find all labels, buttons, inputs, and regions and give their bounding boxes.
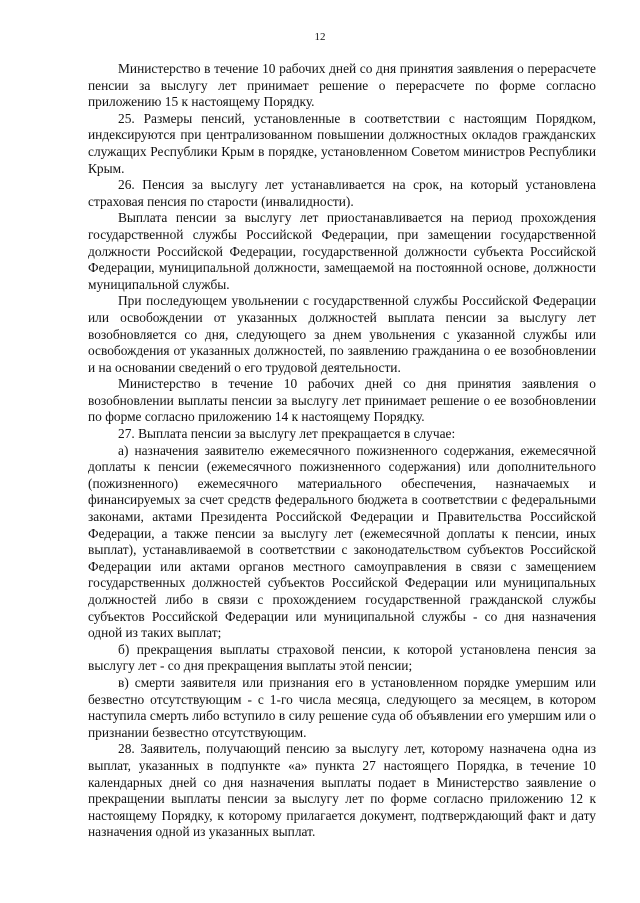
paragraph-27v-death-or-absence: в) смерти заявителя или признания его в установленном порядке умершим или безвестно отсутствующим - с 1-го числа месяца, следующего за месяцем, в котором наступила смерть либо вступило в силу решение суда об объявлении его умершим или о признании безвестно отсутствующим. <box>88 674 596 740</box>
document-body <box>88 61 596 841</box>
paragraph-payment-resumption: При последующем увольнении с государственной службы Российской Федерации или освобождении от указанных должностей выплата пенсии за выслугу лет возобновляется со дня, следующего за днем увольнения с указанной службы или освобождения от указанных должностей, по заявлению гражданина о ее возобновлении и на основании сведений о его трудовой деятельности. <box>88 293 596 375</box>
paragraph-28-applicant-notice: 28. Заявитель, получающий пенсию за выслугу лет, которому назначена одна из выплат, указанных в подпункте «а» пункта 27 настоящего Порядка, в течение 10 календарных дней со дня назначения выплаты подает в Министерство заявление о прекращении выплаты пенсии за выслугу лет по форме согласно приложению 12 к настоящему Порядку, к которому прилагается документ, подтверждающий факт и дату назначения одной из указанных выплат. <box>88 741 596 840</box>
paragraph-25-pension-indexation: 25. Размеры пенсий, установленные в соответствии с настоящим Порядком, индексируются при централизованном повышении должностных окладов гражданских служащих Республики Крым в порядке, установленном Советом министров Республики Крым. <box>88 110 596 176</box>
page-number: 12 <box>314 31 326 43</box>
paragraph-ministry-resumption-decision: Министерство в течение 10 рабочих дней со дня принятия заявления о возобновлении выплаты пенсии за выслугу лет принимает решение о ее возобновлении по форме согласно приложению 14 к настоящему Порядку. <box>88 376 596 425</box>
paragraph-27b-insurance-termination: б) прекращения выплаты страховой пенсии, к которой установлена пенсия за выслугу лет - со дня прекращения выплаты этой пенсии; <box>88 641 596 674</box>
paragraph-payment-suspension: Выплата пенсии за выслугу лет приостанавливается на период прохождения государственной службы Российской Федерации, при замещении государственной должности Российской Федерации, государственной должности субъекта Российской Федерации, муниципальной должности, замещаемой на постоянной основе, должности муниципальной службы. <box>88 210 596 292</box>
paragraph-27-termination-intro: 27. Выплата пенсии за выслугу лет прекращается в случае: <box>118 426 456 442</box>
paragraph-26-pension-term: 26. Пенсия за выслугу лет устанавливается на срок, на который установлена страховая пенсия по старости (инвалидности). <box>88 177 596 209</box>
paragraph-27a-other-payment: а) назначения заявителю ежемесячного пожизненного содержания, ежемесячной доплаты к пенсии (ежемесячного пожизненного содержания) или дополнительного (пожизненного) ежемесячного материального обеспечения, назначаемых и финансируемых за счет средств федерального бюджета в соответствии с федеральными законами, актами Президента Российской Федерации и Правительства Российской Федерации, а также пенсии за выслугу лет (ежемесячной доплаты к пенсии, иных выплат), устанавливаемой в соответствии с законодательством субъектов Российской Федерации или актами органов местного самоуправления в связи с замещением государственных должностей субъектов Российской Федерации или муниципальных должностей либо в связи с прохождением государственной гражданской службы субъектов Российской Федерации или муниципальной службы - со дня назначения одной из таких выплат; <box>88 442 596 641</box>
paragraph-ministry-recalculation-decision: Министерство в течение 10 рабочих дней со дня принятия заявления о перерасчете пенсии за выслугу лет принимает решение о перерасчете по форме согласно приложению 15 к настоящему Порядку. <box>88 61 596 110</box>
